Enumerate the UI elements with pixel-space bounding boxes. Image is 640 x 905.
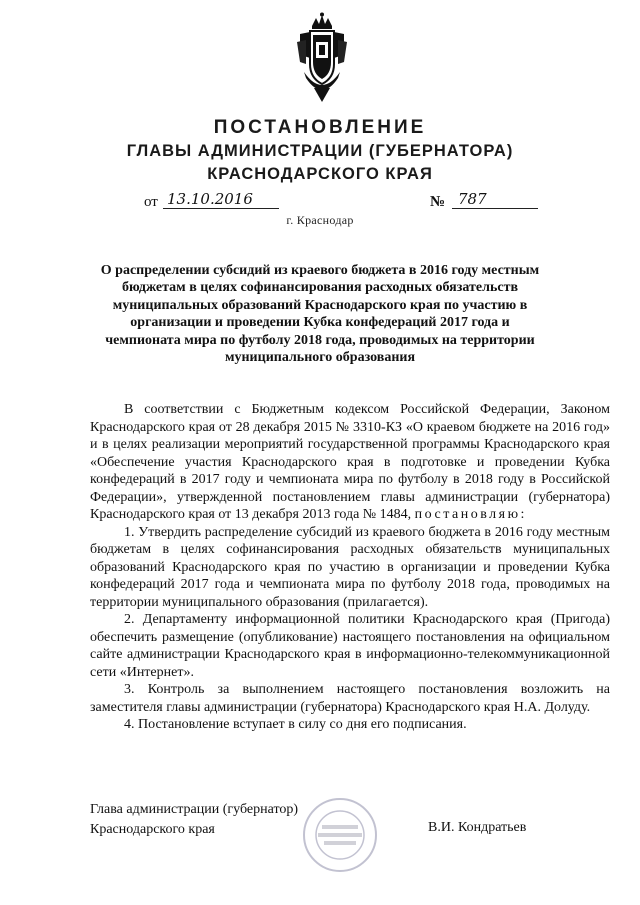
paragraph-3: 3. Контроль за выполнением настоящего постановления возложить на заместителя главы администрации (губернатора) Краснодарского края Н.А. Долуду.	[90, 682, 610, 715]
signatory-title-line2: Краснодарского края	[90, 822, 215, 837]
date-prefix: от	[144, 194, 158, 210]
intro-keyword: постановляю:	[414, 507, 527, 522]
issuer-heading: ГЛАВЫ АДМИНИСТРАЦИИ (ГУБЕРНАТОРА)	[126, 142, 514, 160]
paragraph-4: 4. Постановление вступает в силу со дня его подписания.	[124, 717, 467, 732]
intro-paragraph	[90, 401, 610, 524]
number-prefix: №	[430, 194, 446, 210]
region-heading: КРАСНОДАРСКОГО КРАЯ	[207, 165, 433, 183]
handwritten-date: 13.10.2016	[163, 190, 279, 209]
paragraph-2: 2. Департаменту информационной политики Краснодарского края (Пригода) обеспечить размещение (опубликование) настоящего постановления на официальном сайте администрации Краснодарского края в информационно-телекоммуникационной сети «Интернет».	[90, 612, 610, 680]
signatory-title-line1: Глава администрации (губернатор)	[90, 802, 299, 817]
document-type-heading: ПОСТАНОВЛЕНИЕ	[213, 117, 427, 138]
signatory-name: В.И. Кондратьев	[428, 820, 527, 835]
document-body	[90, 401, 610, 734]
handwritten-number: 787	[452, 190, 538, 209]
paragraph-1: 1. Утвердить распределение субсидий из краевого бюджета в 2016 году местным бюджетам в целях софинансирования расходных обязательств муниципальных образований Краснодарского края по участию в организации и проведении Кубка конфедераций 2017 года и чемпионата мира по футболу 2018 года, проводимых на территории муниципального образования (прилагается).	[90, 524, 610, 610]
document-title: О распределении субсидий из краевого бюджета в 2016 году местным бюджетам в целях софинансирования расходных обязательств муниципальных образований Краснодарского края по участию в организации и проведении Кубка конфедераций 2017 года и чемпионата мира по футболу 2018 года, проводимых на территории муниципального образования	[100, 263, 540, 366]
city-label: г. Краснодар	[286, 213, 354, 227]
official-stamp-icon	[300, 795, 380, 875]
coat-of-arms-icon	[294, 12, 350, 104]
intro-text: В соответствии с Бюджетным кодексом Российской Федерации, Законом Краснодарского края от 28 декабря 2015 № 3310-КЗ «О краевом бюджете на 2016 год» и в целях реализации мероприятий государственной программы Краснодарского края «Обеспечение участия Краснодарского края в подготовке и проведении Кубка конфедераций в 2017 году и чемпионата мира по футболу в 2018 году в Российской Федерации», утвержденной постановлением главы администрации (губернатора) Краснодарского края от 13 декабря 2013 года № 1484,	[90, 402, 610, 522]
